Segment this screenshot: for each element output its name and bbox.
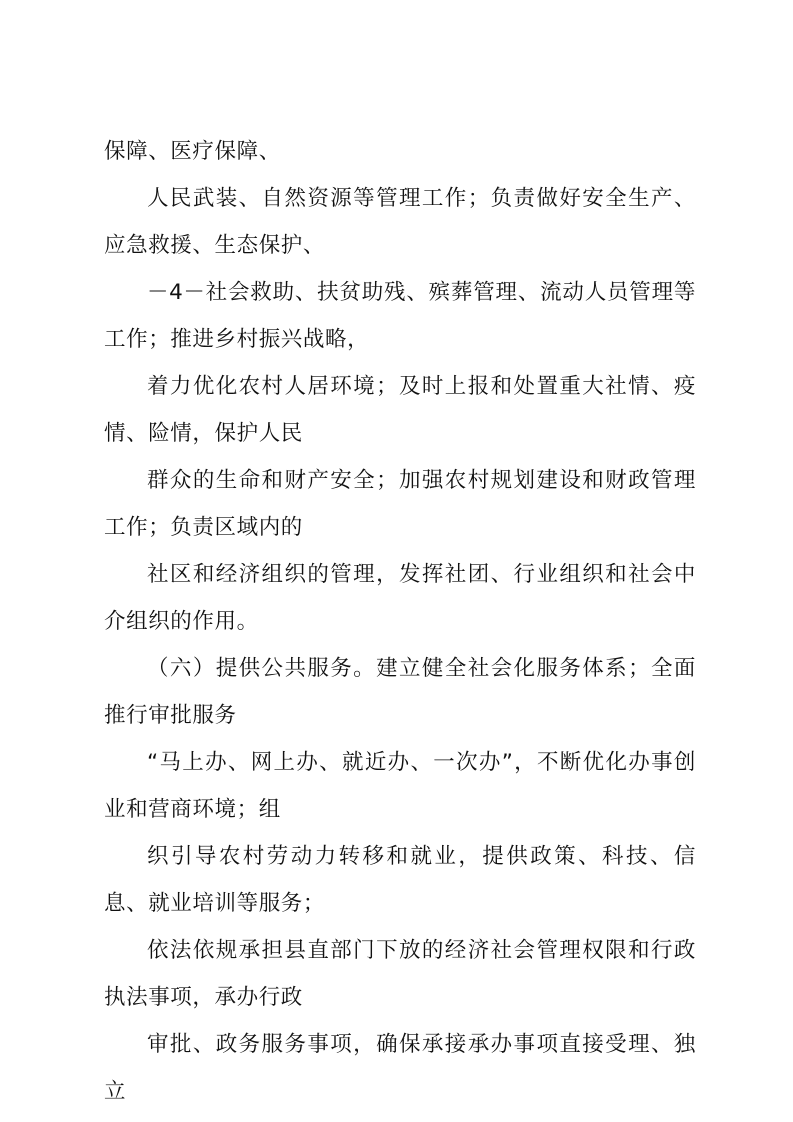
- document-text-body: [104, 128, 696, 1115]
- paragraph: 织引导农村劳动力转移和就业，提供政策、科技、信息、就业培训等服务；: [104, 844, 696, 916]
- paragraph: 保障、医疗保障、: [104, 139, 281, 164]
- paragraph: “马上办、网上办、就近办、一次办”，不断优化办事创业和营商环境；组: [104, 750, 696, 822]
- paragraph: （六）提供公共服务。建立健全社会化服务体系；全面推行审批服务: [104, 656, 696, 728]
- paragraph: 人民武装、自然资源等管理工作；负责做好安全生产、应急救援、生态保护、: [104, 186, 696, 258]
- paragraph: 审批、政务服务事项，确保承接承办事项直接受理、独立: [104, 1032, 696, 1104]
- paragraph: 依法依规承担县直部门下放的经济社会管理权限和行政执法事项，承办行政: [104, 938, 696, 1010]
- paragraph: －4－社会救助、扶贫助残、殡葬管理、流动人员管理等工作；推进乡村振兴战略，: [104, 280, 696, 352]
- paragraph: 社区和经济组织的管理，发挥社团、行业组织和社会中介组织的作用。: [104, 562, 696, 634]
- paragraph: 群众的生命和财产安全；加强农村规划建设和财政管理工作；负责区域内的: [104, 468, 696, 540]
- paragraph: 着力优化农村人居环境；及时上报和处置重大社情、疫情、险情，保护人民: [104, 374, 696, 446]
